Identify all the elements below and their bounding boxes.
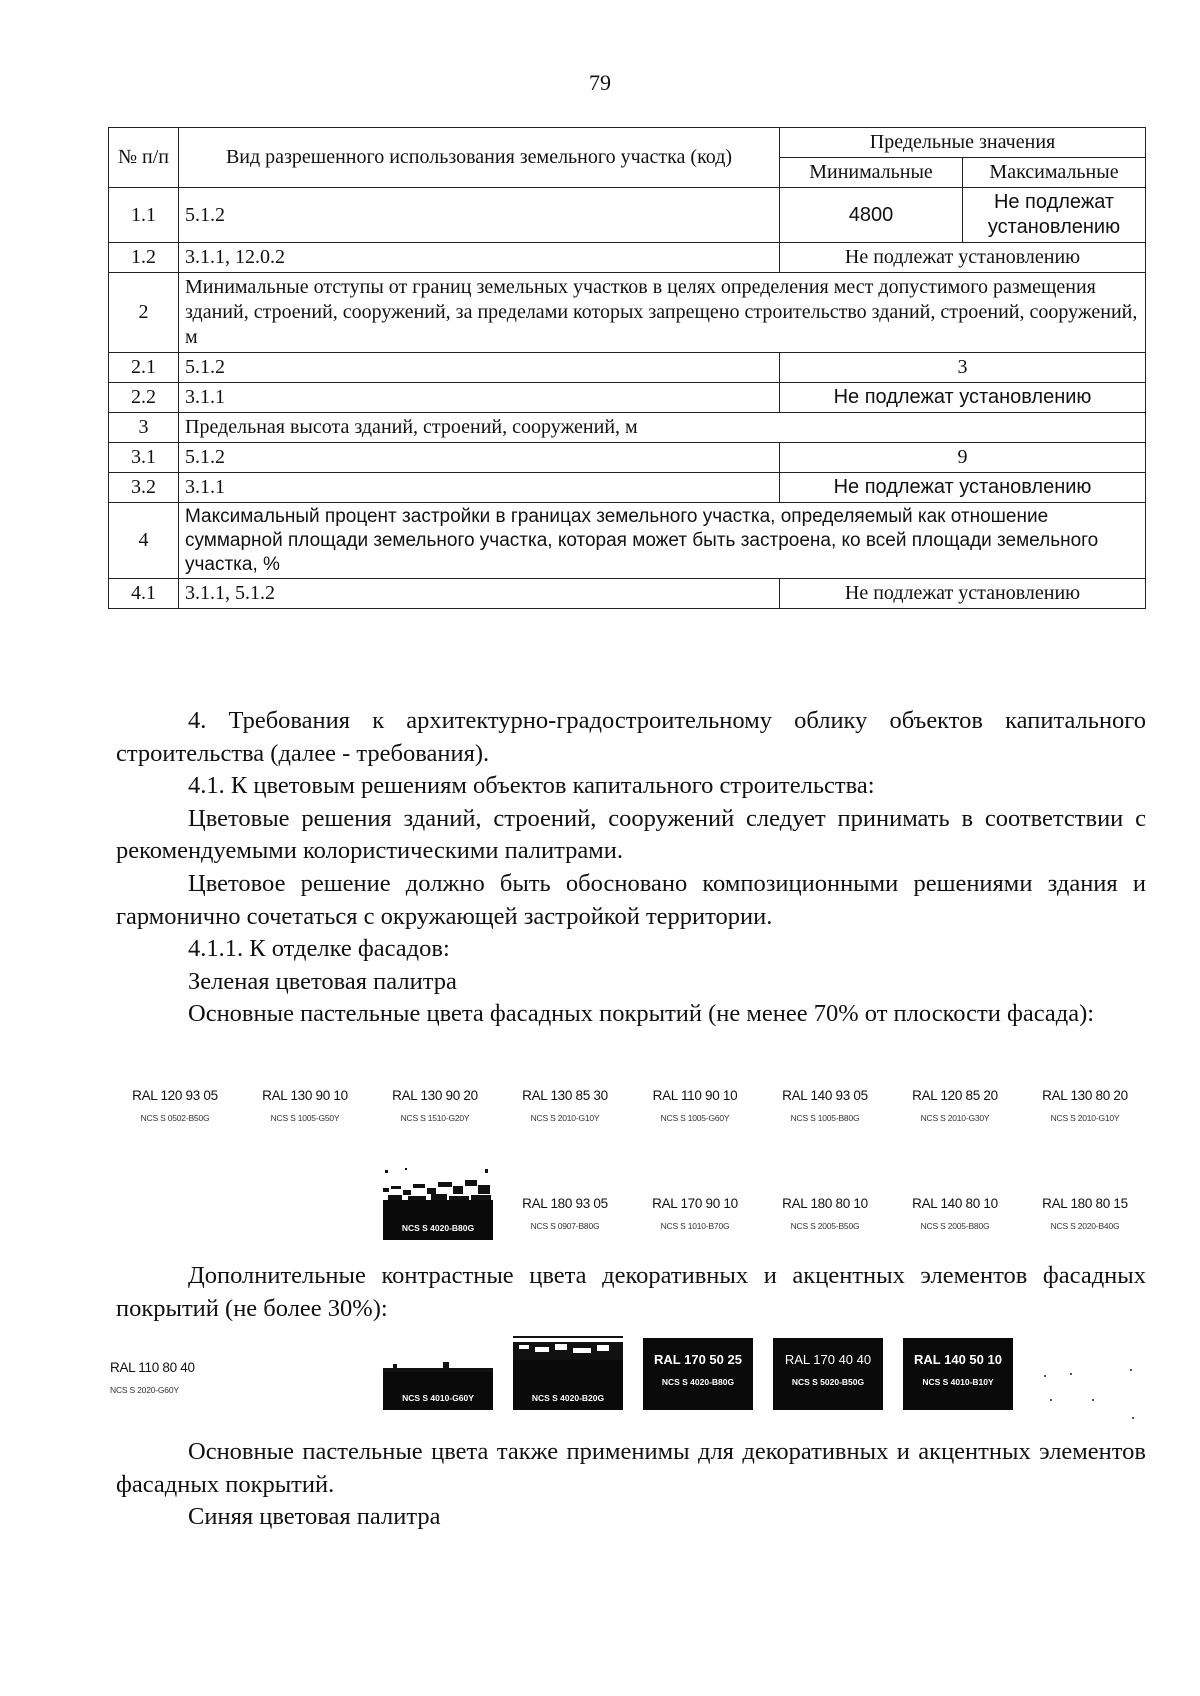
swatch-ral: RAL 170 40 40 [784,1352,872,1367]
row-name: 3.1.1, 12.0.2 [179,243,780,273]
paragraph: Синяя цветовая палитра [188,1503,441,1531]
swatch-ral: RAL 140 50 10 [914,1352,1002,1367]
swatch [635,1196,755,1231]
row-name: 5.1.2 [179,188,780,243]
swatch-dark [513,1360,623,1410]
swatch-ncs: NCS S 2010-G10Y [530,1113,600,1123]
swatch [505,1196,625,1231]
paragraph: 4.1. К цветовым решениям объектов капитального строительства: [188,772,875,800]
swatch-ral: RAL 140 80 10 [912,1196,998,1211]
swatch-dark [643,1338,753,1410]
header-min: Минимальные [780,158,963,188]
swatch-dark [773,1338,883,1410]
swatch-ncs: NCS S 4010-G60Y [402,1393,474,1403]
row-min: 4800 [780,188,963,243]
row-value: Не подлежат установлению [780,473,1146,503]
swatch [245,1088,365,1123]
swatch-ral: RAL 130 85 30 [522,1088,608,1103]
header-max: Максимальные [963,158,1146,188]
swatch-ncs: NCS S 2010-G10Y [1050,1113,1120,1123]
row-name: 3.1.1 [179,383,780,413]
swatch-dark [903,1338,1013,1410]
row-name: 5.1.2 [179,443,780,473]
swatch-ncs: NCS S 4020-B20G [531,1393,605,1403]
row-value: Не подлежат установлению [780,383,1146,413]
paragraph: Зеленая цветовая палитра [188,967,457,995]
row-num: 4.1 [109,579,179,609]
paragraph: Основные пастельные цвета также применимы для декоративных и акцентных элементов фасадных покрытий. [116,1438,1146,1498]
table-row [109,443,1146,473]
swatch-ncs: NCS S 1005-B80G [790,1113,860,1123]
header-name: Вид разрешенного использования земельного участка (код) [179,128,780,188]
swatch-ral: RAL 180 80 15 [1042,1196,1128,1211]
swatch-ral: RAL 110 90 10 [652,1088,738,1103]
swatch [895,1088,1015,1123]
swatch-ncs: NCS S 0502-B50G [140,1113,210,1123]
page-number: 79 [589,70,611,95]
swatch-ral: RAL 130 80 20 [1042,1088,1128,1103]
requirements-text [116,705,1146,1031]
paragraph: 4. Требования к архитектурно-градостроительному облику объектов капитального строительства (далее - требования). [116,707,1146,767]
swatch-ral: RAL 130 90 10 [262,1088,348,1103]
swatch-ncs: NCS S 2005-B80G [920,1221,990,1231]
swatch [765,1196,885,1231]
parameters-table [108,127,1146,609]
swatch [505,1088,625,1123]
header-limits: Предельные значения [780,128,1146,158]
row-name: 3.1.1 [179,473,780,503]
swatch-ral: RAL 180 80 10 [782,1196,868,1211]
scan-noise-graphic [383,1168,493,1202]
swatch [115,1088,235,1123]
swatch-ral: RAL 120 85 20 [912,1088,998,1103]
swatch-ncs: NCS S 1010-B70G [660,1221,730,1231]
swatch-ncs: NCS S 1510-G20Y [400,1113,470,1123]
row-name: 3.1.1, 5.1.2 [179,579,780,609]
row-num: 1.2 [109,243,179,273]
paragraph: Цветовые решения зданий, строений, сооружений следует принимать в соответствии с рекомендуемыми колористическими палитрами. [116,804,1146,865]
paragraph: Основные пастельные цвета фасадных покрытий (не менее 70% от плоскости фасада): [188,1000,1095,1028]
swatch [635,1088,755,1123]
swatch [110,1360,210,1395]
accent-text [116,1260,1146,1325]
scan-noise-graphic [513,1336,623,1360]
table-section-row [109,413,1146,443]
row-name: 5.1.2 [179,353,780,383]
row-num: 3.1 [109,443,179,473]
swatch [765,1088,885,1123]
row-section: Предельная высота зданий, строений, сооружений, м [179,413,1146,443]
swatch-ncs: NCS S 4020-B80G [401,1223,475,1233]
row-value: 3 [780,353,1146,383]
row-num: 2 [109,273,179,353]
swatch-ncs: NCS S 0907-B80G [530,1221,600,1231]
swatch-ncs: NCS S 2005-B50G [790,1221,860,1231]
swatch-ncs: NCS S 4020-B80G [661,1377,735,1387]
row-num: 4 [109,503,179,579]
row-value: 9 [780,443,1146,473]
row-num: 1.1 [109,188,179,243]
swatch-ral: RAL 170 90 10 [652,1196,738,1211]
swatch-ncs: NCS S 1005-G60Y [660,1113,730,1123]
swatch [375,1088,495,1123]
swatch-ncs: NCS S 1005-G50Y [270,1113,340,1123]
paragraph: Цветовое решение должно быть обосновано композиционными решениями здания и гармонично сочетаться с окружающей застройкой территории. [116,869,1146,930]
swatch-ncs: NCS S 2010-G30Y [920,1113,990,1123]
swatch [1025,1088,1145,1123]
swatch-dark [383,1200,493,1240]
row-num: 3.2 [109,473,179,503]
table-section-row [109,503,1146,579]
table-row [109,353,1146,383]
swatch-ncs: NCS S 5020-B50G [791,1377,865,1387]
swatch-ral: RAL 130 90 20 [392,1088,478,1103]
swatch [895,1196,1015,1231]
swatch-ral: RAL 170 50 25 [654,1352,742,1367]
row-value: Не подлежат установлению [780,243,1146,273]
table-row [109,473,1146,503]
paragraph: 4.1.1. К отделке фасадов: [188,935,450,963]
paragraph: Дополнительные контрастные цвета декоративных и акцентных элементов фасадных покрытий (не более 30%): [116,1262,1146,1322]
swatch-dark [383,1372,493,1410]
row-section: Максимальный процент застройки в границах земельного участка, определяемый как отношение суммарной площади земельного участка, которая может быть застроена, ко всей площади земельного участка, % [179,503,1146,579]
table-row [109,579,1146,609]
table-row [109,243,1146,273]
header-num: № п/п [109,128,179,188]
row-num: 2.1 [109,353,179,383]
swatch-ncs: NCS S 2020-B40G [1050,1221,1120,1231]
row-value: Не подлежат установлению [780,579,1146,609]
row-num: 2.2 [109,383,179,413]
swatch-ncs: NCS S 2020-G60Y [110,1385,179,1395]
swatch-ncs: NCS S 4010-B10Y [922,1377,994,1387]
table-header-row [109,128,1146,158]
row-num: 3 [109,413,179,443]
table-row [109,383,1146,413]
swatch-ral: RAL 110 80 40 [110,1360,195,1375]
closing-text [116,1436,1146,1534]
swatch [1025,1196,1145,1231]
scan-noise-graphic [1030,1355,1140,1425]
swatch-ral: RAL 180 93 05 [522,1196,608,1211]
row-max: Не подлежат установлению [963,188,1146,243]
swatch-ral: RAL 140 93 05 [782,1088,868,1103]
table-section-row [109,273,1146,353]
row-section: Минимальные отступы от границ земельных участков в целях определения мест допустимого размещения зданий, строений, сооружений, за пределами которых запрещено строительство зданий, строений, сооружений, м [179,273,1146,353]
swatch-ral: RAL 120 93 05 [132,1088,218,1103]
table-row [109,188,1146,243]
